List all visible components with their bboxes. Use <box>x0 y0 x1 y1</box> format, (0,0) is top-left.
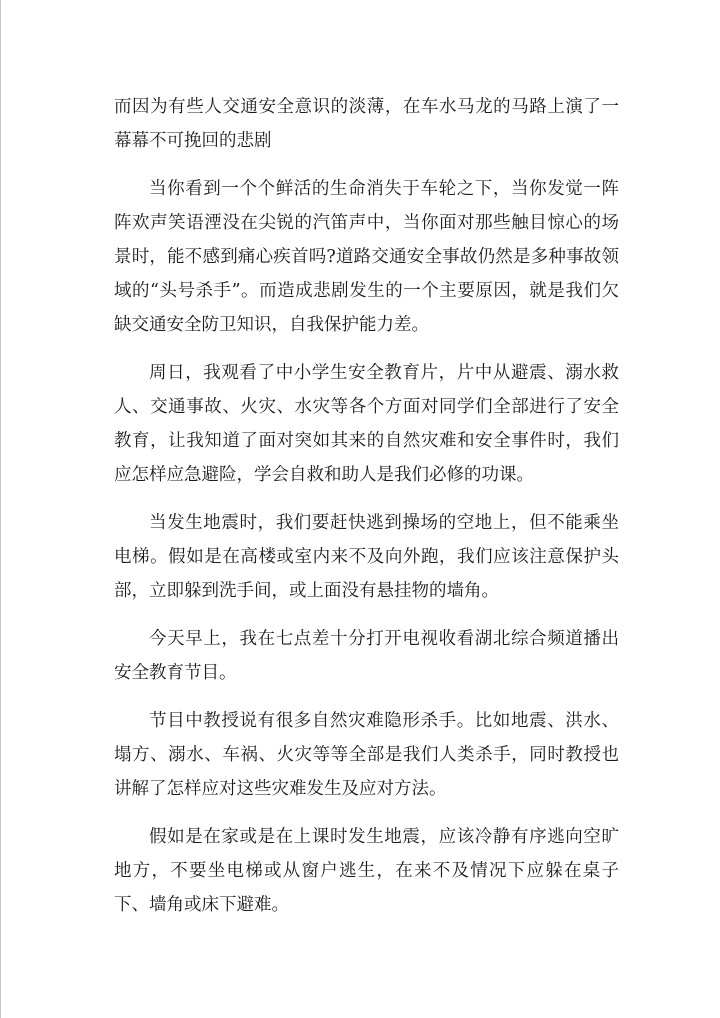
document-body <box>114 90 619 936</box>
paragraph-7: 假如是在家或是在上课时发生地震，应该冷静有序逃向空旷地方，不要坐电梯或从窗户逃生，在来不及情况下应躲在桌子下、墙角或床下避难。 <box>114 827 619 915</box>
paragraph-4: 当发生地震时，我们要赶快逃到操场的空地上，但不能乘坐电梯。假如是在高楼或室内来不及向外跑，我们应该注意保护头部，立即躲到洗手间，或上面没有悬挂物的墙角。 <box>114 513 619 601</box>
paragraph-1: 而因为有些人交通安全意识的淡薄，在车水马龙的马路上演了一幕幕不可挽回的悲剧 <box>114 97 619 151</box>
paragraph-5: 今天早上，我在七点差十分打开电视收看湖北综合频道播出安全教育节目。 <box>114 629 619 683</box>
paragraph-6: 节目中教授说有很多自然灾难隐形杀手。比如地震、洪水、塌方、溺水、车祸、火灾等等全部是我们人类杀手，同时教授也讲解了怎样应对这些灾难发生及应对方法。 <box>114 711 619 799</box>
paragraph-3: 周日，我观看了中小学生安全教育片，片中从避震、溺水救人、交通事故、火灾、水灾等各个方面对同学们全部进行了安全教育，让我知道了面对突如其来的自然灾难和安全事件时，我们应怎样应急避险，学会自救和助人是我们必修的功课。 <box>114 363 619 485</box>
paragraph-2: 当你看到一个个鲜活的生命消失于车轮之下，当你发觉一阵阵欢声笑语湮没在尖锐的汽笛声中，当你面对那些触目惊心的场景时，能不感到痛心疾首吗?道路交通安全事故仍然是多种事故领域的“头号杀手”。而造成悲剧发生的一个主要原因，就是我们欠缺交通安全防卫知识，自我保护能力差。 <box>114 179 619 335</box>
